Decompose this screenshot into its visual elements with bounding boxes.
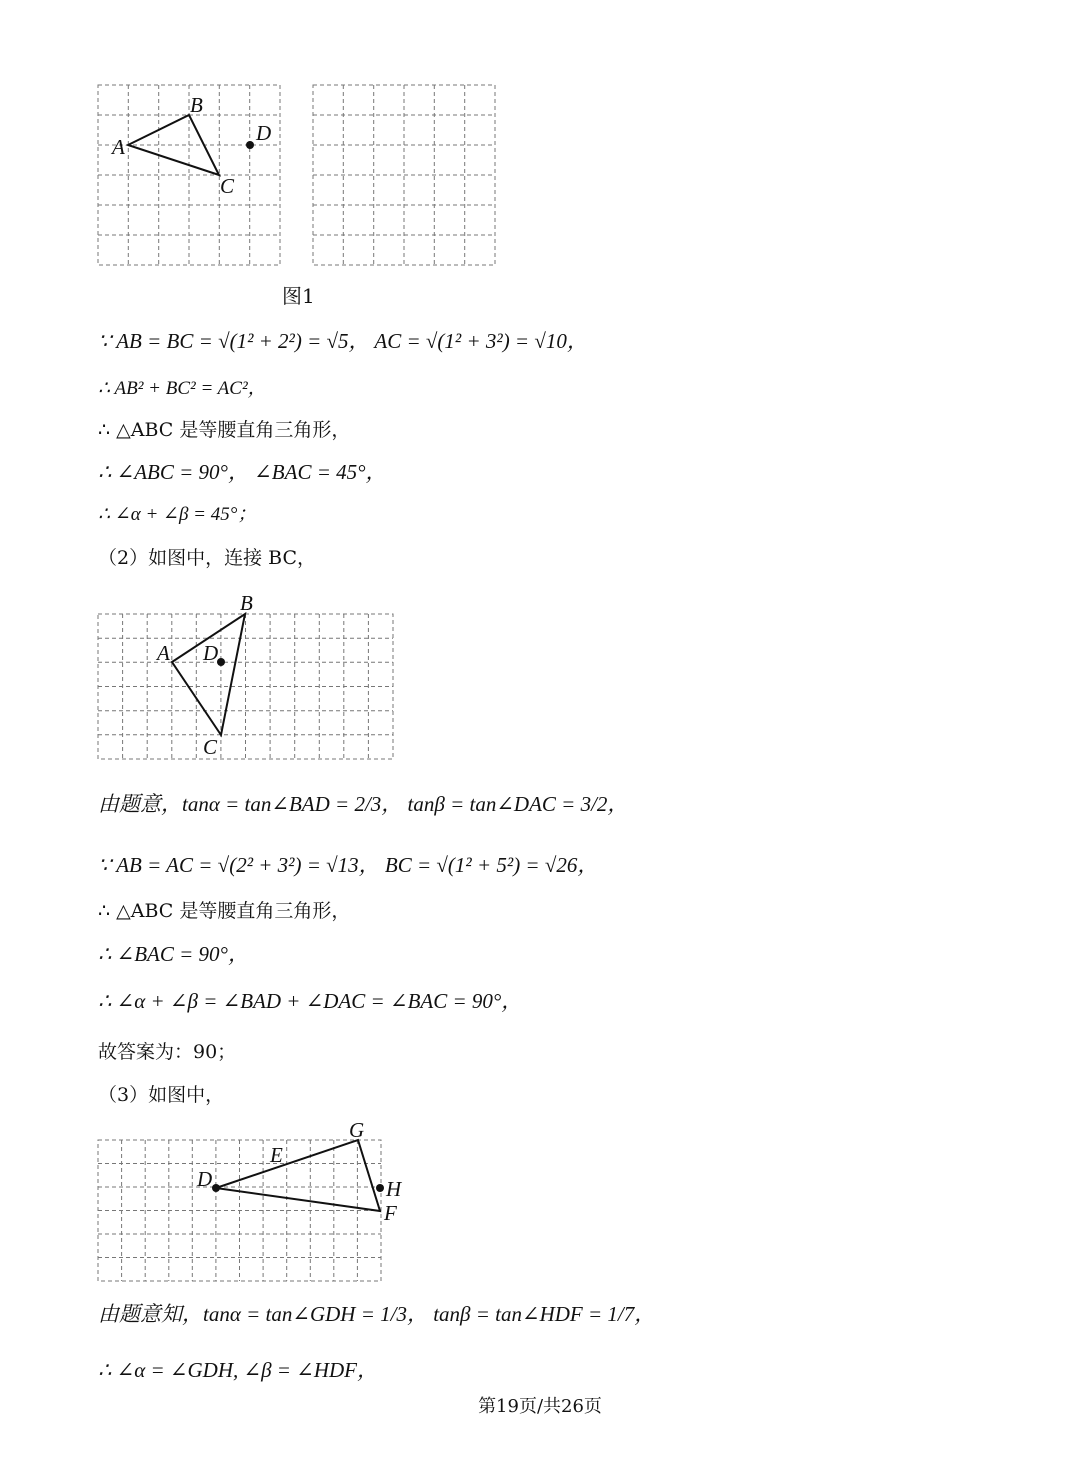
figure-3-grid	[98, 1140, 381, 1281]
label-d-3: D	[197, 1167, 213, 1191]
label-c-2: C	[203, 735, 218, 759]
figure-1-left-grid	[98, 85, 280, 265]
part1-line1: ∵ AB = BC = √(1² + 2²) = √5， AC = √(1² + 3²) = √10，	[98, 329, 588, 353]
part3-line1: 由题意知，tanα = tan∠GDH = 1/3， tanβ = tan∠HDF = 1/7，	[98, 1302, 656, 1326]
part1-line5: ∴ ∠α + ∠β = 45°；	[98, 504, 257, 525]
part1-line3: ∴ △ABC 是等腰直角三角形，	[98, 419, 351, 441]
label-g: G	[349, 1118, 365, 1142]
point-h	[376, 1184, 384, 1192]
label-b: B	[190, 93, 203, 117]
triangle-abc-2	[172, 614, 245, 735]
part2-line2: ∵ AB = AC = √(2² + 3²) = √13， BC = √(1² + 5²) = √26，	[98, 853, 599, 877]
part2-line3: ∴ △ABC 是等腰直角三角形，	[98, 900, 351, 922]
part2-line4: ∴ ∠BAC = 90°，	[98, 942, 249, 966]
label-c: C	[220, 174, 235, 198]
label-d: D	[256, 121, 272, 145]
label-a: A	[112, 135, 125, 159]
label-d-2: D	[203, 641, 219, 665]
label-b-2: B	[240, 591, 253, 615]
page-footer: 第19页/共26页	[478, 1396, 602, 1417]
point-d-2	[217, 658, 225, 666]
part2-answer: 故答案为：90；	[98, 1041, 237, 1063]
part2-line1: 由题意，tanα = tan∠BAD = 2/3， tanβ = tan∠DAC = 3/2，	[98, 792, 629, 816]
label-h: H	[386, 1177, 402, 1201]
figure-1-right-grid	[313, 85, 495, 265]
part2-line5: ∴ ∠α + ∠β = ∠BAD + ∠DAC = ∠BAC = 90°，	[98, 989, 523, 1013]
part1-line4: ∴ ∠ABC = 90°， ∠BAC = 45°，	[98, 460, 387, 484]
part2-intro: （2）如图中，连接 BC，	[98, 547, 316, 569]
triangle-dgf	[216, 1140, 380, 1211]
label-e: E	[270, 1143, 283, 1167]
figure-1	[0, 0, 1080, 300]
figure-2	[0, 590, 1080, 765]
part3-intro: （3）如图中，	[98, 1084, 225, 1106]
part3-line2: ∴ ∠α = ∠GDH, ∠β = ∠HDF，	[98, 1358, 378, 1382]
part1-line2: ∴ AB² + BC² = AC²，	[98, 378, 267, 399]
label-a-2: A	[157, 641, 170, 665]
point-d	[246, 141, 254, 149]
label-f: F	[384, 1201, 397, 1225]
figure-1-caption: 图1	[282, 284, 315, 308]
point-d-3	[212, 1184, 220, 1192]
figure-3	[0, 1115, 1080, 1290]
figure-2-grid	[98, 614, 393, 759]
